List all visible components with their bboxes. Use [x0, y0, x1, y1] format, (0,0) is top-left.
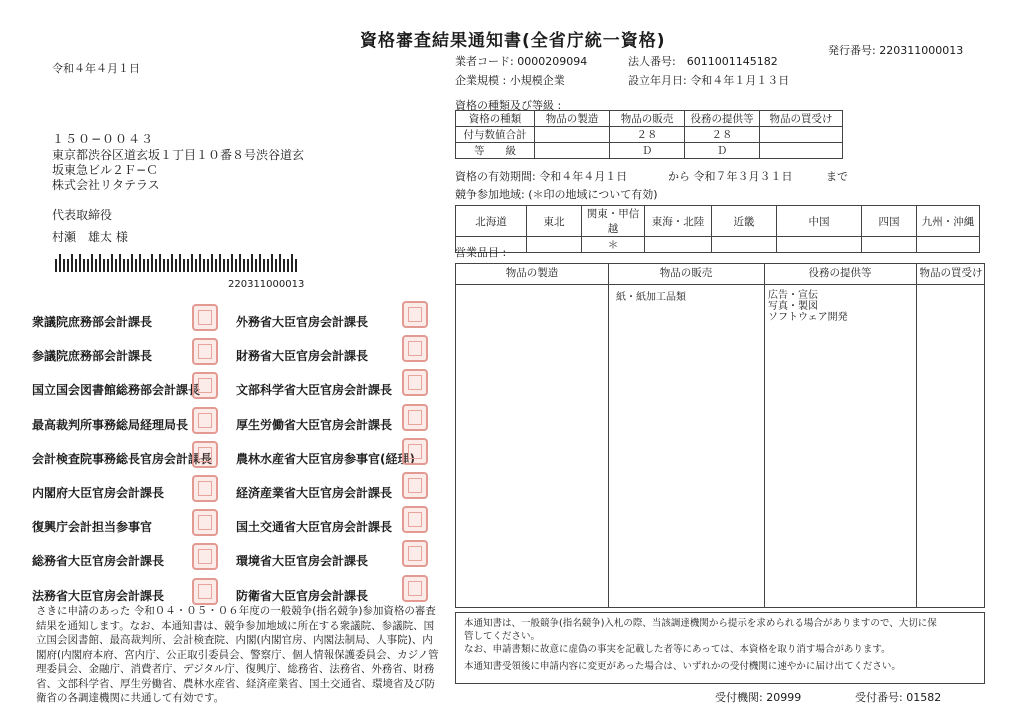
address-line: 坂東急ビル２Ｆ−Ｃ [52, 163, 159, 177]
barcode-bar [231, 254, 233, 272]
barcode-bar [243, 259, 245, 272]
barcode-bar [195, 259, 197, 272]
addressee-left: 参議院庶務部会計課長 [32, 349, 153, 364]
addressee-right: 厚生労働省大臣官房会計課長 [236, 417, 393, 432]
addressee-left: 復興庁会計担当参事官 [32, 520, 153, 535]
grade-header: 役務の提供等 [685, 111, 760, 127]
area-name: 近畿 [712, 206, 777, 237]
grade-cell [535, 143, 610, 159]
addressee-right: 防衛省大臣官房会計課長 [236, 588, 369, 603]
divider [608, 264, 609, 607]
postal-barcode [55, 254, 300, 272]
official-seal-icon [402, 369, 428, 396]
area-table [455, 205, 980, 253]
grade-row-label: 付与数値合計 [456, 127, 535, 143]
barcode-bar [123, 259, 125, 272]
barcode-bar [119, 254, 121, 272]
barcode-bar [251, 254, 253, 272]
barcode-bar [227, 259, 229, 272]
area-mark [712, 237, 777, 253]
official-seal-icon [402, 404, 428, 431]
area-mark [527, 237, 582, 253]
addressee-left: 内閣府大臣官房会計課長 [32, 486, 165, 500]
barcode-bar [295, 259, 297, 272]
barcode-bar [175, 259, 177, 272]
official-seal-icon [402, 540, 428, 567]
barcode-bar [219, 254, 221, 272]
business-items-table [455, 263, 985, 608]
representative-name: 村瀬 雄太 様 [52, 230, 128, 244]
barcode-bar [59, 254, 61, 272]
validity-period: 資格の有効期間: 令和４年４月１日 [455, 170, 628, 183]
official-seal-icon [402, 335, 428, 362]
table-row [456, 111, 843, 127]
grade-cell: Ｄ [685, 143, 760, 159]
grade-header: 物品の販売 [610, 111, 685, 127]
grade-cell: ２８ [685, 127, 760, 143]
area-name: 関東・甲信越 [582, 206, 645, 237]
items-header: 物品の販売 [659, 267, 713, 279]
validity-to-suffix: まで [826, 170, 848, 183]
barcode-bar [255, 259, 257, 272]
official-seal-icon [192, 338, 218, 365]
table-row [456, 127, 843, 143]
validity-note: さきに申請のあった 令和０４・０５・０６年度の一般競争(指名競争)参加資格の審査結果を通知します。なお、本通知書は、競争参加地域に所在する衆議院、参議院、国立国会図書館、最高裁判所、会計検査院、内閣(内閣官房、内閣法制局、人事院)、内閣府(内閣府本府、宮内庁、公正取引委員会、警察庁、個人情報保護委員会、カジノ管理委員会、金融庁、消費者庁、デジタル庁、復興庁、総務省、法務省、外務省、財務省、文部科学省、厚生労働省、農林水産省、経済産業省、国土交通省、環境省及び防衛省の各調達機関に共通して有効です。 [36, 605, 439, 704]
barcode-bar [239, 254, 241, 272]
recipient-address [52, 148, 304, 193]
barcode-bar [67, 259, 69, 272]
corporate-number: 法人番号: 6011001145182 [628, 55, 778, 68]
addressee-left: 法務省大臣官房会計課長 [32, 588, 165, 603]
area-name: 中国 [777, 206, 862, 237]
divider [456, 284, 984, 285]
barcode-bar [223, 259, 225, 272]
barcode-bar [147, 259, 149, 272]
barcode-bar [179, 254, 181, 272]
barcode-bar [111, 254, 113, 272]
official-seal-icon [192, 509, 218, 536]
barcode-bar [79, 254, 81, 272]
company-name: 株式会社リタテラス [52, 178, 160, 192]
address-line: 東京都渋谷区道玄坂１丁目１０番８号渋谷道玄 [52, 148, 305, 162]
barcode-bar [95, 259, 97, 272]
addressee-right: 外務省大臣官房会計課長 [236, 315, 369, 329]
area-mark: ＊ [582, 237, 645, 253]
barcode-bar [183, 259, 185, 272]
issue-number: 発行番号: 220311000013 [828, 44, 964, 57]
area-mark [917, 237, 980, 253]
barcode-bar [191, 254, 193, 272]
barcode-bar [87, 259, 89, 272]
area-name: 東北 [527, 206, 582, 237]
page-title: 資格審査結果通知書(全省庁統一資格) [360, 31, 666, 51]
receiving-agency: 受付機関: 20999 [715, 691, 802, 704]
table-row [456, 143, 843, 159]
list-item: 紙・紙加工品類 [616, 292, 686, 303]
barcode-bar [163, 259, 165, 272]
barcode-bar [267, 259, 269, 272]
barcode-bar [91, 254, 93, 272]
sales-items [616, 292, 686, 303]
addressee-left: 会計検査院事務総長官房会計課長 [32, 451, 213, 466]
barcode-bar [143, 259, 145, 272]
addressee-right: 文部科学省大臣官房会計課長 [236, 383, 393, 398]
grade-cell [760, 127, 843, 143]
barcode-bar [159, 254, 161, 272]
barcode-bar [247, 259, 249, 272]
barcode-bar [203, 259, 205, 272]
addressee-left: 衆議院庶務部会計課長 [32, 315, 153, 329]
area-mark [645, 237, 712, 253]
grade-cell [760, 143, 843, 159]
barcode-bar [115, 259, 117, 272]
list-item: 写真・製図 [768, 301, 818, 312]
barcode-bar [103, 259, 105, 272]
barcode-bar [127, 259, 129, 272]
barcode-bar [275, 259, 277, 272]
area-mark [777, 237, 862, 253]
addressee-right: 農林水産省大臣官房参事官(経理) [236, 451, 415, 466]
service-items [768, 290, 848, 323]
official-seal-icon [192, 475, 218, 502]
area-name: 九州・沖縄 [917, 206, 980, 237]
barcode-bar [263, 259, 265, 272]
table-row [456, 206, 980, 237]
grade-header: 物品の買受け [760, 111, 843, 127]
official-seal-icon [192, 441, 218, 468]
grade-cell: Ｄ [610, 143, 685, 159]
grade-table [455, 110, 843, 159]
official-seal-icon [402, 301, 428, 328]
grade-row-label: 等 級 [456, 143, 535, 159]
barcode-bar [83, 259, 85, 272]
barcode-bar [151, 254, 153, 272]
official-seal-icon [192, 304, 218, 331]
addressee-right: 財務省大臣官房会計課長 [236, 349, 369, 364]
issue-date: 令和４年４月１日 [52, 62, 140, 75]
company-code: 業者コード: 0000209094 [455, 55, 588, 68]
barcode-bar [259, 254, 261, 272]
divider [764, 264, 765, 607]
list-item: ソフトウェア開発 [768, 312, 848, 323]
barcode-bar [107, 259, 109, 272]
barcode-bar [271, 254, 273, 272]
barcode-bar [279, 254, 281, 272]
barcode-bar [287, 259, 289, 272]
established-date: 設立年月日: 令和４年１月１３日 [628, 74, 790, 87]
representative-title: 代表取締役 [52, 208, 113, 222]
addressee-right: 国土交通省大臣官房会計課長 [236, 520, 393, 535]
addressee-right: 環境省大臣官房会計課長 [236, 554, 369, 569]
items-header: 物品の製造 [505, 267, 559, 279]
grades-section-label: 資格の種類及び等級 : [455, 99, 562, 112]
notice-line: 本通知書受領後に申請内容に変更があった場合は、いずれかの受付機関に速やかに届け出てください。 [464, 661, 901, 672]
barcode-number: 220311000013 [228, 279, 305, 290]
addressee-right: 経済産業省大臣官房会計課長 [236, 486, 393, 500]
barcode-bar [131, 254, 133, 272]
official-seal-icon [192, 372, 218, 399]
table-row [456, 237, 980, 253]
grade-header: 物品の製造 [535, 111, 610, 127]
barcode-bar [99, 254, 101, 272]
grade-cell: ２８ [610, 127, 685, 143]
areas-label: 競争参加地域: (＊印の地域について有効) [455, 188, 658, 201]
official-seal-icon [402, 506, 428, 533]
area-name: 東海・北陸 [645, 206, 712, 237]
divider [916, 264, 917, 607]
addressee-left: 国立国会図書館総務部会計課長 [32, 383, 201, 398]
official-seal-icon [402, 472, 428, 499]
barcode-bar [291, 254, 293, 272]
barcode-bar [207, 259, 209, 272]
barcode-bar [215, 259, 217, 272]
official-seal-icon [192, 543, 218, 570]
barcode-bar [199, 254, 201, 272]
list-item: 広告・宣伝 [768, 290, 818, 301]
official-seal-icon [402, 575, 428, 602]
notice-line: 本通知書は、一般競争(指名競争)入札の際、当該調達機関から提示を求められる場合がありますので、大切に保 [464, 618, 937, 629]
notice-line: 管してください。 [464, 631, 541, 642]
barcode-bar [75, 259, 77, 272]
addressee-left: 最高裁判所事務総局経理局長 [32, 417, 189, 432]
official-seal-icon [402, 438, 428, 465]
grade-cell [535, 127, 610, 143]
area-name: 四国 [862, 206, 917, 237]
official-seal-icon [192, 407, 218, 434]
company-scale: 企業規模 : 小規模企業 [455, 74, 565, 87]
barcode-bar [211, 254, 213, 272]
barcode-bar [187, 259, 189, 272]
barcode-bar [135, 259, 137, 272]
receipt-number: 受付番号: 01582 [855, 691, 942, 704]
barcode-bar [55, 259, 57, 272]
barcode-bar [171, 254, 173, 272]
items-header: 役務の提供等 [808, 267, 872, 279]
barcode-bar [155, 259, 157, 272]
barcode-bar [71, 254, 73, 272]
barcode-bar [139, 254, 141, 272]
addressee-left: 総務省大臣官房会計課長 [32, 554, 165, 569]
barcode-bar [167, 259, 169, 272]
notice-box [455, 612, 985, 684]
barcode-bar [235, 259, 237, 272]
barcode-bar [283, 259, 285, 272]
postal-code: １５０−００４３ [52, 132, 155, 146]
grade-header: 資格の種類 [456, 111, 535, 127]
barcode-bar [63, 259, 65, 272]
items-header: 物品の買受け [919, 267, 983, 279]
area-name: 北海道 [456, 206, 527, 237]
items-label: 営業品目 : [455, 246, 507, 259]
validity-to: から 令和７年３月３１日 [668, 170, 793, 183]
official-seal-icon [192, 578, 218, 605]
area-mark [862, 237, 917, 253]
notice-line: なお、申請書類に故意に虚偽の事実を記載した者等にあっては、本資格を取り消す場合があります。 [464, 644, 891, 655]
